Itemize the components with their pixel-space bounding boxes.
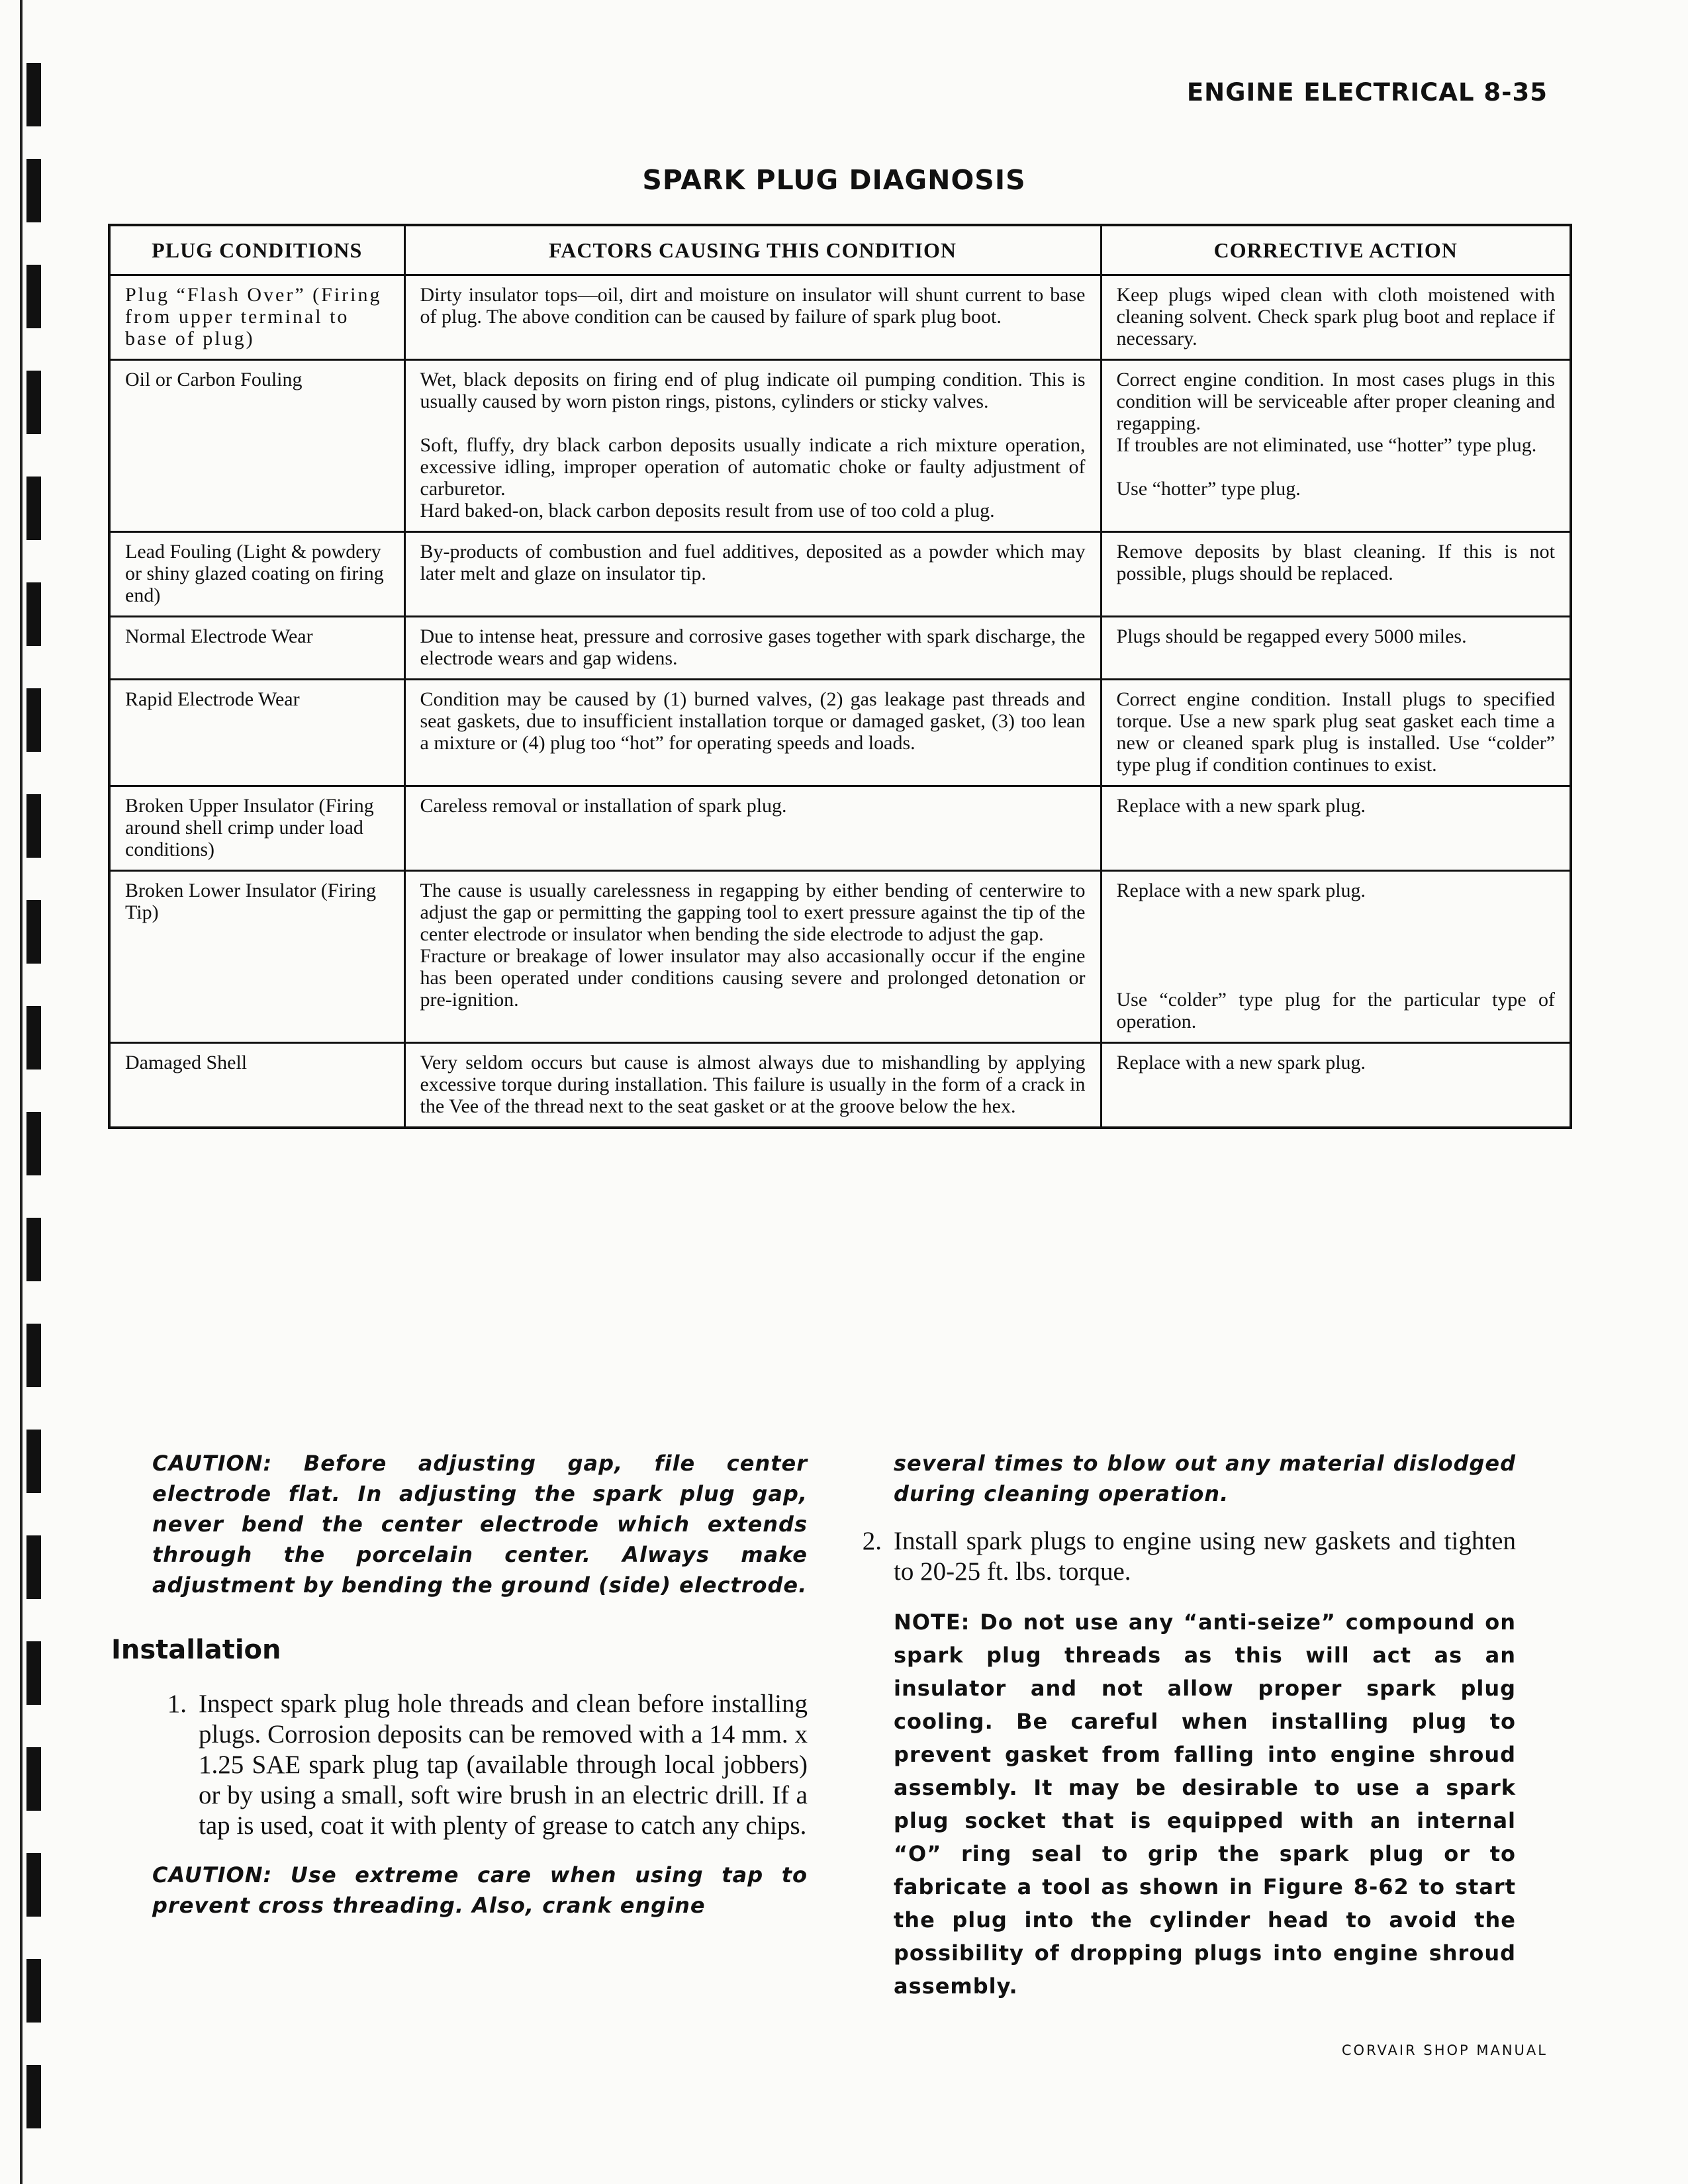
footer: CORVAIR SHOP MANUAL [1341,2042,1548,2058]
table-row [109,680,1571,786]
factors-cell [404,275,1101,360]
table-row [109,617,1571,680]
binding-rule [20,0,23,2184]
binding-mark [26,265,41,328]
factors-text: Condition may be caused by (1) burned valves, (2) gas leakage past threads and seat gaskets, due to insufficient installation torque or damaged gasket, (3) too lean a mixture or (4) plug too “hot” for operating speeds and loads. [420,688,1086,754]
plug-condition-cell: Lead Fouling (Light & powdery or shiny glazed coating on firing end) [109,532,404,617]
action-cell [1101,1043,1571,1128]
action-text: Remove deposits by blast cleaning. If this is not possible, plugs should be replaced. [1116,541,1555,584]
action-cell [1101,617,1571,680]
diagnosis-table [108,224,1572,1129]
action-text: Use “colder” type plug for the particular type of operation. [1116,989,1555,1032]
step-text: Install spark plugs to engine using new gaskets and tighten to 20-25 ft. lbs. torque. [894,1527,1516,1586]
step-number: 1. [167,1690,187,1718]
action-cell [1101,871,1571,1043]
binding-mark [26,1641,41,1705]
table-row [109,786,1571,871]
factors-cell [404,786,1101,871]
binding-mark [26,477,41,540]
action-text: Keep plugs wiped clean with cloth moistened with cleaning solvent. Check spark plug boot and replace if necessary. [1116,284,1555,349]
factors-text: By-products of combustion and fuel additives, deposited as a powder which may later melt and glaze on insulator tip. [420,541,1086,584]
table-row [109,532,1571,617]
table-row [109,1043,1571,1128]
factors-cell [404,1043,1101,1128]
table-row [109,360,1571,532]
binding-mark [26,794,41,858]
action-text: Correct engine condition. Install plugs to specified torque. Use a new spark plug seat gasket each time a new or cleaned spark plug is installed. Use “colder” type plug if condition continues to exist. [1116,688,1555,776]
factors-text: Dirty insulator tops—oil, dirt and moisture on insulator will shunt current to base of plug. The above condition can be caused by failure of spark plug boot. [420,284,1086,328]
binding-mark [26,1430,41,1493]
binding-mark [26,371,41,434]
plug-condition-cell: Rapid Electrode Wear [109,680,404,786]
factors-cell [404,680,1101,786]
column-header-factors: FACTORS CAUSING THIS CONDITION [404,225,1101,275]
plug-condition-cell: Broken Upper Insulator (Firing around shell crimp under load conditions) [109,786,404,871]
plug-condition-cell: Damaged Shell [109,1043,404,1128]
action-cell [1101,360,1571,532]
table-header-row [109,225,1571,275]
factors-text: Hard baked-on, black carbon deposits result from use of too cold a plug. [420,500,995,522]
caution-gap-adjustment: CAUTION: Before adjusting gap, file center electrode flat. In adjusting the spark plug gap, never bend the center electrode which extends through the porcelain center. Always make adjustment by bending the ground (side) electrode. [152,1451,808,1598]
action-text: Use “hotter” type plug. [1116,478,1301,500]
binding-mark [26,688,41,752]
section-heading: Installation [111,1635,281,1665]
factors-text: Very seldom occurs but cause is almost always due to mishandling by applying excessive torque during installation. This failure is usually in the form of a crack in the Vee of the thread next to the seat gasket or at the groove below the hex. [420,1052,1086,1117]
binding-mark [26,63,41,126]
factors-cell [404,360,1101,532]
caution-cross-threading-continued: several times to blow out any material dislodged during cleaning operation. [894,1451,1516,1506]
action-cell [1101,786,1571,871]
action-text: Replace with a new spark plug. [1116,795,1366,817]
binding-mark [26,1747,41,1811]
action-text: Replace with a new spark plug. [1116,1052,1366,1073]
running-head: ENGINE ELECTRICAL 8-35 [1186,78,1548,107]
action-text: Replace with a new spark plug. [1116,880,1366,901]
factors-cell [404,617,1101,680]
note-anti-seize: NOTE: Do not use any “anti-seize” compound on spark plug threads as this will act as an insulator and not allow proper spark plug cooling. Be careful when installing plug to prevent gasket from falling into engine shroud assembly. It may be desirable to use a spark plug socket that is equipped with an internal “O” ring seal to grip the spark plug or to fabricate a tool as shown in Figure 8-62 to start the plug into the cylinder head to avoid the possibility of dropping plugs into engine shroud assembly. [894,1610,1516,1999]
plug-condition-cell: Plug “Flash Over” (Firing from upper terminal to base of plug) [109,275,404,360]
action-text: Plugs should be regapped every 5000 miles. [1116,625,1467,647]
binding-mark [26,1535,41,1599]
binding-mark [26,1324,41,1387]
page-title: SPARK PLUG DIAGNOSIS [642,164,1026,196]
installation-step [152,1689,808,1841]
action-text: Correct engine condition. In most cases plugs in this condition will be serviceable after proper cleaning and regapping. [1116,369,1555,434]
action-cell [1101,680,1571,786]
factors-text: Soft, fluffy, dry black carbon deposits usually indicate a rich mixture operation, excessive idling, improper operation of automatic choke or faulty adjustment of carburetor. [420,434,1086,500]
plug-condition-cell: Oil or Carbon Fouling [109,360,404,532]
action-cell [1101,532,1571,617]
step-text: Inspect spark plug hole threads and clean before installing plugs. Corrosion deposits can be removed with a 14 mm. x 1.25 SAE spark plug tap (available through local jobbers) or by using a small, soft wire brush in an electric drill. If a tap is used, coat it with plenty of grease to catch any chips. [199,1690,808,1840]
factors-text: Careless removal or installation of spark plug. [420,795,787,817]
factors-cell [404,871,1101,1043]
binding-mark [26,1853,41,1917]
binding-mark [26,1112,41,1175]
table-row [109,871,1571,1043]
binding-edge [0,0,53,2184]
binding-mark [26,1959,41,2023]
left-column [111,1448,808,1921]
plug-condition-cell: Normal Electrode Wear [109,617,404,680]
column-header-plug-conditions: PLUG CONDITIONS [109,225,404,275]
binding-mark [26,582,41,646]
factors-text: Wet, black deposits on firing end of plug indicate oil pumping condition. This is usually caused by worn piston rings, pistons, cylinders or sticky valves. [420,369,1086,412]
caution-cross-threading: CAUTION: Use extreme care when using tap to prevent cross threading. Also, crank engine [152,1862,808,1918]
right-column [862,1448,1516,2003]
binding-mark [26,2065,41,2128]
plug-condition-cell: Broken Lower Insulator (Firing Tip) [109,871,404,1043]
action-text: If troubles are not eliminated, use “hotter” type plug. [1116,434,1537,456]
factors-text: Fracture or breakage of lower insulator may also accasionally occur if the engine has been operated under conditions causing severe and prolonged detonation or pre-ignition. [420,945,1086,1011]
factors-text: The cause is usually carelessness in regapping by either bending of centerwire to adjust the gap or permitting the gapping tool to exert pressure against the tip of the center electrode or insulator when bending the side electrode to adjust the gap. [420,880,1086,945]
binding-mark [26,900,41,964]
installation-step [847,1526,1516,1587]
binding-mark [26,1006,41,1069]
binding-mark [26,1218,41,1281]
column-header-corrective-action: CORRECTIVE ACTION [1101,225,1571,275]
table-row [109,275,1571,360]
factors-text: Due to intense heat, pressure and corrosive gases together with spark discharge, the electrode wears and gap widens. [420,625,1086,669]
step-number: 2. [862,1527,882,1555]
factors-cell [404,532,1101,617]
action-cell [1101,275,1571,360]
